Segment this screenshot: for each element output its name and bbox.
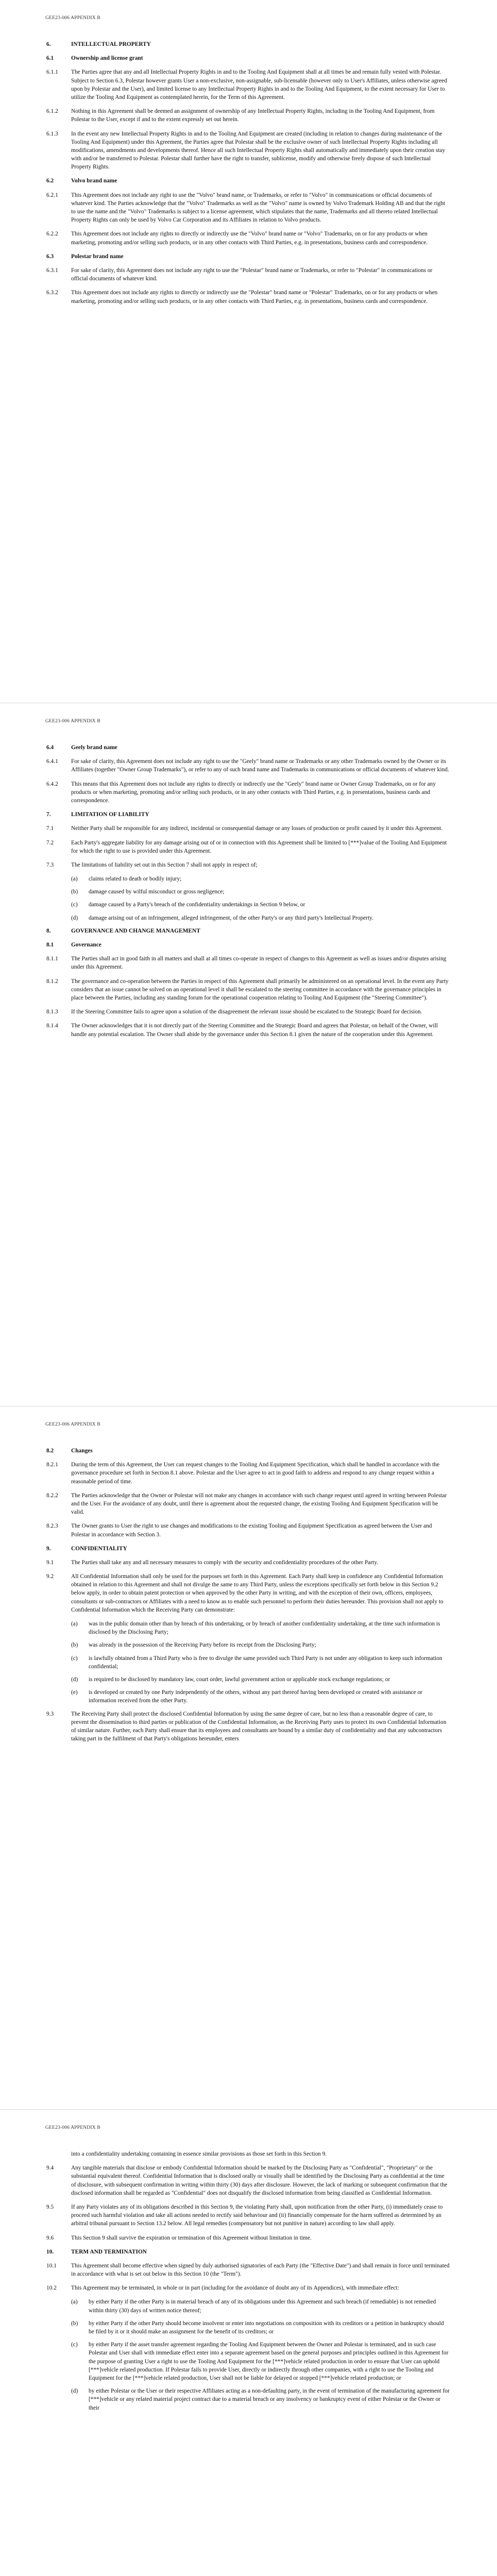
clause-number: 8.2.2	[46, 1492, 58, 1499]
clause	[46, 191, 450, 225]
section-title: Geely brand name	[71, 744, 117, 751]
section-heading	[46, 1545, 450, 1553]
document-page	[0, 2110, 497, 2576]
sub-clause-text: is required to be disclosed by mandatory law, court order, lawful government action or applicable stock exchange regulations; or	[89, 1676, 390, 1683]
sub-clause-label: (b)	[71, 2320, 78, 2327]
sub-clause	[71, 2387, 450, 2412]
sub-clause-text: was in the public domain other than by breach of this undertaking, or by breach of another confidentiality undertaking, at the time such information is disclosed by the Disclosing Party;	[89, 1621, 440, 1636]
clause-text: If any Party violates any of its obligations described in this Section 9, the violating Party shall, upon notification from the other Party, (i) immediately cease to proceed such harmful violation and take all actions needed to rectify said behaviour and (ii) financially compensate for the harm suffered as determined by an arbitral tribunal pursuant to Section 13.2 below. All legal remedies (compensatory but not punitive in nature) according to law shall apply.	[71, 2204, 443, 2227]
clause-text: This Section 9 shall survive the expiration or termination of this Agreement without limitation in time.	[71, 2234, 312, 2241]
clause-text: The limitations of liability set out in this Section 7 shall not apply in respect of;	[71, 861, 258, 868]
section-title: Governance	[71, 942, 101, 948]
clause	[46, 780, 450, 805]
clause-number: 7.	[46, 811, 51, 818]
sub-clause-text: by either Party if the other Party should become insolvent or enter into negotiations on composition with its creditors or a petition in bankruptcy should be filed by it or it should make an assignment for the benefit of its creditors; or	[89, 2320, 444, 2335]
section-heading	[46, 40, 450, 48]
clause-number: 8.2	[46, 1448, 54, 1454]
clause-number: 6.1.3	[46, 130, 58, 137]
sub-clause-label: (a)	[71, 2299, 78, 2306]
sub-clause-text: by either Party if the asset transfer agreement regarding the Tooling And Equipment between the Owner and Polestar is terminated, and in such case Polestar and User shall with immediate effect enter into a separate agreement based on the general purposes and principles outlined in this Agreement for the purpose of granting User a right to use the Tooling And Equipment for the [***]vehicle related production in order to ensure that User can uphold [***]vehicle related production. If Polestar fails to provide User, directly or indirectly through other companies, with a right to use the Tooling and Equipment for the [***]vehicle related production, User shall not be liable for delayed or stopped [***]vehicle related production; or	[89, 2342, 449, 2381]
clause	[46, 955, 450, 971]
document-page	[0, 1406, 497, 2110]
section-heading	[46, 941, 450, 949]
clause	[46, 68, 450, 101]
sub-clause	[71, 2298, 450, 2314]
clause-text: The governance and co-operation between the Parties in respect of this Agreement shall primarily be administered on an operational level. In the event any Party considers that an issue cannot be solved on an operational level it shall be escalated to the steering committee in accordance with the governance principles in place between the Parties, including any standing forum for the operational cooperation relating to Tooling And Equipment (the "Steering Committee").	[71, 978, 449, 1001]
section-heading	[46, 927, 450, 935]
clause	[46, 266, 450, 283]
sub-clause-text: by either Party if the other Party is in material breach of any of its obligations under this Agreement and such breach (if remediable) is not remedied within thirty (30) days of written notice thereof;	[89, 2299, 436, 2314]
clause-number: 8.1.3	[46, 1009, 58, 1015]
section-title: LIMITATION OF LIABILITY	[71, 811, 149, 818]
section-title: Polestar brand name	[71, 253, 124, 260]
sub-clause	[71, 1675, 450, 1684]
clause-number: 6.3.1	[46, 267, 58, 274]
sub-clause-label: (a)	[71, 876, 78, 883]
sub-clause-label: (d)	[71, 1676, 78, 1683]
section-title: Ownership and license grant	[71, 55, 143, 62]
section-heading	[46, 810, 450, 819]
document-page	[0, 703, 497, 1406]
clause-number: 7.1	[46, 825, 54, 832]
clause-text: For sake of clarity, this Agreement does not include any right to use the "Polestar" brand name or Trademarks, or refer to "Polestar" in communications or official documents of whatever kind.	[71, 267, 433, 282]
clause-text: The Parties shall act in good faith in all matters and shall at all times co-operate in respect of changes to this Agreement as well as issues and/or disputes arising under this Agreement.	[71, 956, 447, 971]
sub-clause-label: (c)	[71, 902, 78, 908]
clause-text: This Agreement shall become effective when signed by duly authorised signatories of each Party (the "Effective Date") and shall remain in force until terminated in accordance with what is set out below in this Section 10 (the "Term").	[71, 2262, 450, 2278]
page-content	[46, 743, 450, 1044]
clause	[46, 1492, 450, 1517]
clause-text: Neither Party shall be responsible for any indirect, incidental or consequential damage or any losses of production or profit caused by it under this Agreement.	[71, 825, 443, 832]
clause-number: 10.2	[46, 2285, 57, 2292]
sub-clause	[71, 1641, 450, 1649]
clause	[46, 1461, 450, 1486]
sub-clause-text: damage arising out of an infringement, alleged infringement, of the other Party's or any third party's Intellectual Property.	[89, 914, 374, 921]
sub-clause	[71, 888, 450, 896]
clause-text: This Agreement does not include any right to use the "Volvo" brand name, or Trademarks, or refer to "Volvo" in communications or official documents of whatever kind. The Parties acknowledge that the "Volvo" Trademarks as well as the "Volvo" name is owned by Volvo Trademark Holding AB and that the right to use the name and the "Volvo" Trademarks is subject to a license agreement, which stipulates that the name, Trademarks and all thereto related Intellectual Property Rights can only be used by Volvo Car Corporation and its Affiliates in relation to Volvo products.	[71, 192, 445, 224]
clause-number: 8.1.2	[46, 978, 58, 985]
clause-number: 6.4.1	[46, 758, 58, 765]
page-header: GEE23-006 APPENDIX B	[45, 15, 100, 21]
clause-number: 6.2.2	[46, 231, 58, 238]
section-heading	[46, 1447, 450, 1455]
clause-text: Nothing in this Agreement shall be deemed an assignment of ownership of any Intellectual Property Rights, including in the Tooling And Equipment, from Polestar to the User, except if and to the extent expressly set out herein.	[71, 108, 435, 123]
clause-number: 10.1	[46, 2262, 57, 2269]
section-title: GOVERNANCE AND CHANGE MANAGEMENT	[71, 927, 200, 934]
section-heading	[46, 252, 450, 261]
clause	[46, 977, 450, 1003]
clause-number: 6.3.2	[46, 290, 58, 296]
clause-number: 8.2.1	[46, 1462, 58, 1468]
page-header: GEE23-006 APPENDIX B	[45, 719, 100, 724]
clause	[46, 1008, 450, 1016]
clause	[46, 824, 450, 833]
sub-clause-text: claims related to death or bodily injury;	[89, 876, 182, 883]
sub-clause	[71, 2319, 450, 2336]
section-title: INTELLECTUAL PROPERTY	[71, 41, 151, 47]
sub-clause-text: is lawfully obtained from a Third Party who is free to divulge the same provided such Third Party is not under any obligation to keep such information confidential;	[89, 1655, 442, 1670]
clause-number: 9.3	[46, 1710, 54, 1717]
sub-clause-text: damage caused by wilful misconduct or gross negligence;	[89, 889, 225, 895]
sub-clause	[71, 914, 450, 922]
clause-number: 10.	[46, 2248, 54, 2255]
clause	[46, 1022, 450, 1038]
clause-number: 9.4	[46, 2165, 54, 2172]
clause	[46, 230, 450, 246]
section-title: CONFIDENTIALITY	[71, 1545, 127, 1552]
clause	[46, 2203, 450, 2228]
clause-text: The Owner acknowledges that it is not directly part of the Steering Committee and the Strategic Board and agrees that Polestar, on behalf of the Owner, will handle any potential escalation. The Owner shall abide by the governance under this Section 8.1 given the nature of the cooperation under this Agreement.	[71, 1023, 438, 1038]
clause	[46, 2284, 450, 2292]
sub-clause-text: was already in the possession of the Receiving Party before its receipt from the Disclosing Party;	[89, 1642, 316, 1649]
clause	[46, 839, 450, 855]
sub-clause	[71, 1620, 450, 1636]
clause-text: The Receiving Party shall protect the disclosed Confidential Information by using the same degree of care, but no less than a reasonable degree of care, to prevent the dissemination to third parties or publication of the Confidential Information, as the Receiving Party uses to protect its own Confidential Information of similar nature. Further, each Party shall ensure that its employees and consultants are bound by a similar duty of confidentiality and that any subcontractors taking part in the fulfilment of that Party's obligations hereunder, enters	[71, 1710, 447, 1742]
clause-text: Each Party's aggregate liability for any damage arising out of or in connection with this Agreement shall be limited to [***]value of the Tooling And Equipment for which the right to use is provided under this Agreement.	[71, 839, 447, 854]
clause-text: In the event any new Intellectual Property Rights in and to the Tooling And Equipment are created (including in relation to changes during maintenance of the Tooling And Equipment) under this Agreement, the Parties agree that Polestar shall be the exclusive owner of such Intellectual Property Rights including all modifications, amendments and developments thereof. Hence all such Intellectual Property Rights shall automatically and immediately upon their creation stay with and/or be transferred to Polestar. Polestar shall further have the right to transfer, sublicense, modify and otherwise freely dispose of such Intellectual Property Rights.	[71, 130, 445, 171]
section-title: TERM AND TERMINATION	[71, 2248, 147, 2255]
page-content	[46, 2150, 450, 2417]
clause-text: This Agreement does not include any rights to directly or indirectly use the "Polestar" brand name or "Polestar" Trademarks, on or for any products or when marketing, promoting and/or selling such products, or in any other contacts with Third Parties, e.g. in presentations, business cards and correspondence.	[71, 290, 438, 304]
clause-number: 6.1	[46, 55, 54, 62]
clause	[46, 1558, 450, 1567]
clause-number: 6.1.1	[46, 69, 58, 76]
sub-clause-label: (b)	[71, 889, 78, 895]
clause-number: 9.5	[46, 2204, 54, 2210]
clause	[46, 107, 450, 124]
page-content	[46, 1447, 450, 1749]
clause-text: This Agreement does not include any rights to directly or indirectly use the "Volvo" brand name or "Volvo" Trademarks, on or for any products or when marketing, promoting and/or selling such products, or in any other contacts with Third Parties, e.g. in presentations, business cards and correspondence.	[71, 231, 428, 246]
section-heading	[46, 177, 450, 185]
clause-text: The Owner grants to User the right to use changes and modifications to the existing Tooling and Equipment Specification as agreed between the User and Polestar in accordance with Section 3.	[71, 1523, 432, 1538]
clause-text: During the term of this Agreement, the User can request changes to the Tooling And Equipment Specification, which shall be handled in accordance with the governance procedure set forth in Section 8.1 above. Polestar and the User agree to act in good faith to address and respond to any change request within a reasonable period of time.	[71, 1462, 440, 1485]
clause-text: The Parties agree that any and all Intellectual Property Rights in and to the Tooling And Equipment shall at all times be and remain fully vested with Polestar. Subject to Section 6.3, Polestar however grants User a non-exclusive, non-assignable, sub-licensable (however only to User's Affiliates, unless otherwise agreed upon by Polestar and the User), and limited license to any Intellectual Property Rights in and to the Tooling And Equipment, to the extent necessary for User to utilize the Tooling And Equipment as contemplated herein, for the Term of this Agreement.	[71, 69, 448, 100]
sub-clause	[71, 1688, 450, 1705]
clause-number: 6.3	[46, 253, 54, 260]
sub-clause-text: by either Polestar or the User or their respective Affiliates acting as a non-defaulting party, in the event of termination of the manufacturing agreement for [***]vehicle or any related material project contract due to a material breach or any insolvency or bankruptcy event of either Polestar or the Owner or their	[89, 2388, 450, 2411]
clause	[46, 2164, 450, 2197]
document-page	[0, 0, 497, 703]
clause-number: 6.4.2	[46, 781, 58, 787]
clause-text: This Agreement may be terminated, in whole or in part (including for the avoidance of doubt any of its Appendices), with immediate effect:	[71, 2285, 399, 2292]
clause-number: 7.2	[46, 839, 54, 846]
page-content	[46, 40, 450, 311]
clause-number: 8.1.1	[46, 956, 58, 962]
clause-text: If the Steering Committee fails to agree upon a solution of the disagreement the relevant issue should be escalated to the Strategic Board for decision.	[71, 1009, 422, 1015]
clause	[46, 289, 450, 305]
clause-text: The Parties shall take any and all necessary measures to comply with the security and confidentiality procedures of the other Party.	[71, 1559, 379, 1566]
clause-number: 8.1.4	[46, 1023, 58, 1029]
clause-text: The Parties acknowledge that the Owner or Polestar will not make any changes in accordance with such change request until agreed in writing between Polestar and the User. For the avoidance of any doubt, until there is agreement about the requested change, the existing Tooling And Equipment Specification will be valid.	[71, 1492, 447, 1516]
sub-clause-label: (d)	[71, 914, 78, 921]
sub-clause-label: (c)	[71, 2342, 78, 2348]
continued-text: into a confidentiality undertaking containing in essence similar provisions as those set forth in this Section 9.	[71, 2151, 327, 2157]
clause	[46, 1522, 450, 1538]
clause-number: 8.2.3	[46, 1523, 58, 1530]
clause-text: This means that this Agreement does not include any rights to directly or indirectly use the "Geely" brand name or Owner Group Trademarks, on or for any products or when marketing, promoting and/or selling such products, or in any other contacts with Third Parties, e.g. in presentations, business cards and correspondence.	[71, 781, 436, 804]
sub-clause-label: (e)	[71, 1689, 78, 1696]
section-title: Changes	[71, 1448, 93, 1454]
clause-number: 6.2.1	[46, 192, 58, 198]
clause	[46, 2262, 450, 2278]
page-header: GEE23-006 APPENDIX B	[45, 2125, 100, 2130]
clause	[46, 2234, 450, 2242]
section-heading	[46, 54, 450, 62]
sub-clause-text: is developed or created by one Party independently of the others, without any part thereof having been developed or created with assistance or information received from the other Party.	[89, 1689, 423, 1704]
section-title: Volvo brand name	[71, 178, 117, 184]
clause-number: 7.3	[46, 861, 54, 868]
sub-clause-label: (d)	[71, 2388, 78, 2395]
clause-number: 6.	[46, 41, 51, 47]
clause	[46, 1572, 450, 1614]
clause-number: 9.	[46, 1545, 51, 1552]
clause	[46, 130, 450, 172]
clause-text: For sake of clarity, this Agreement does not include any right to use the "Geely" brand name or Trademarks or any other Trademarks owned by the Owner or its Affiliates (together "Owner Group Trademarks"), or refer to any of such brand name and Trademarks in communications or official documents of whatever kind.	[71, 758, 449, 773]
clause	[46, 757, 450, 774]
sub-clause-label: (c)	[71, 1655, 78, 1662]
sub-clause	[71, 2341, 450, 2382]
sub-clause-label: (b)	[71, 1642, 78, 1649]
section-heading	[46, 2248, 450, 2256]
sub-clause-text: damage caused by a Party's breach of the confidentiality undertakings in Section 9 below, or	[89, 902, 305, 908]
clause-text: All Confidential Information shall only be used for the purposes set forth in this Agreement. Each Party shall keep in confidence any Confidential Information obtained in relation to this Agreement and shall not divulge the same to any Third Party, unless the exceptions specifically set forth below in this Section 9.2 below apply, in order to obtain patent protection or when approved by the other Party in writing, and with the exception of their own, officers, employees, consultants or sub-contractors or Affiliates with a need to know as to enable such personnel to perform their duties hereunder. This provision shall not apply to Confidential Information which the Receiving Party can demonstrate:	[71, 1573, 443, 1613]
clause-number: 9.6	[46, 2234, 54, 2241]
clause-text: Any tangible materials that disclose or embody Confidential Information should be marked by the Disclosing Party as "Confidential", "Proprietary" or the substantial equivalent thereof. Confidential Information that is disclosed orally or visually shall be identified by the Disclosing Party as confidential at the time of disclosure, with subsequent confirmation in writing within thirty (30) days after disclosure. However, the lack of marking or subsequent confirmation that the disclosed information shall be regarded as "Confidential" does not disqualify the disclosed information from being classified as Confidential Information.	[71, 2165, 448, 2196]
sub-clause	[71, 901, 450, 909]
clause	[46, 861, 450, 869]
clause-number: 6.4	[46, 744, 54, 751]
clause-number: 6.1.2	[46, 108, 58, 115]
sub-clause-label: (a)	[71, 1621, 78, 1627]
sub-clause	[71, 1654, 450, 1671]
clause-number: 8.1	[46, 942, 54, 948]
clause	[46, 1710, 450, 1743]
clause-number: 9.2	[46, 1573, 54, 1580]
sub-clause	[71, 875, 450, 883]
clause-number: 6.2	[46, 178, 54, 184]
page-header: GEE23-006 APPENDIX B	[45, 1422, 100, 1427]
clause-number: 9.1	[46, 1559, 54, 1566]
clause-number: 8.	[46, 927, 51, 934]
section-heading	[46, 743, 450, 752]
